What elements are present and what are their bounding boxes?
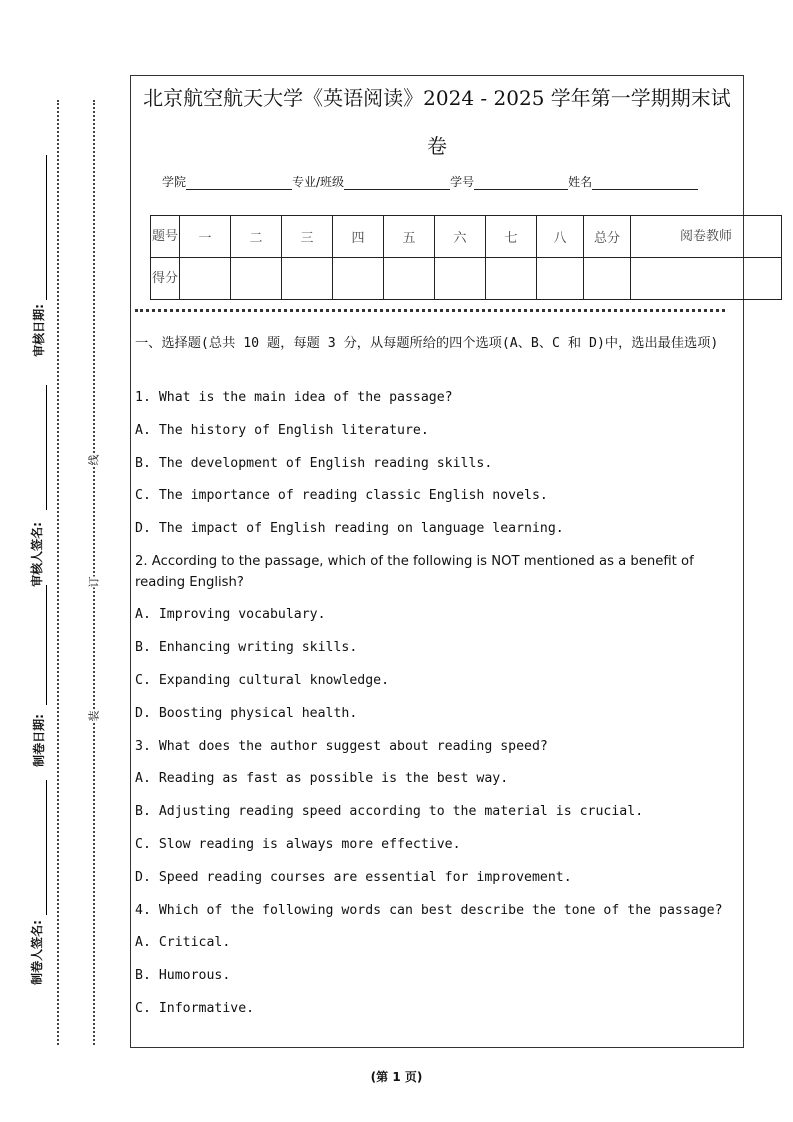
- option-text: A. The history of English literature.: [135, 423, 429, 438]
- option-text: C. The importance of reading classic English novels.: [135, 488, 548, 503]
- option-text: D. Speed reading courses are essential for improvement.: [135, 870, 572, 885]
- section-heading: 一、选择题(总共 10 题，每题 3 分，从每题所给的四个选项(A、B、C 和 D)中，选出最佳选项): [135, 336, 719, 351]
- score-input-cell[interactable]: [231, 258, 282, 300]
- score-input-cell[interactable]: [333, 258, 384, 300]
- option-text: D. Boosting physical health.: [135, 706, 358, 721]
- name-field[interactable]: [592, 177, 698, 190]
- maker-sign-label: 制卷人签名:: [29, 920, 44, 985]
- review-date-label: 审核日期:: [31, 304, 46, 357]
- cut-dotted-line: [93, 100, 95, 1045]
- ding-char: 订: [84, 577, 104, 588]
- college-field[interactable]: [186, 177, 292, 190]
- option-text: C. Expanding cultural knowledge.: [135, 673, 390, 688]
- option-text: B. Humorous.: [135, 968, 231, 983]
- question-text: 2. According to the passage, which of the following is NOT mentioned as a benefit of reading English?: [135, 554, 694, 590]
- question-text: 4. Which of the following words can best describe the tone of the passage?: [135, 903, 723, 918]
- make-date-line: [46, 585, 47, 705]
- student-info-row: [162, 173, 698, 190]
- make-date-label: 制卷日期:: [31, 714, 46, 767]
- xian-char: 线: [84, 455, 104, 466]
- score-cell-header: 八: [537, 216, 584, 258]
- option-text: A. Improving vocabulary.: [135, 607, 326, 622]
- score-input-cell[interactable]: [537, 258, 584, 300]
- option-text: A. Reading as fast as possible is the best way.: [135, 771, 509, 786]
- option-text: C. Informative.: [135, 1001, 255, 1016]
- score-input-cell[interactable]: [282, 258, 333, 300]
- review-date-line: [46, 155, 47, 300]
- score-cell-header: 阅卷教师: [631, 216, 782, 258]
- score-table: [150, 215, 782, 300]
- score-cell-header: 三: [282, 216, 333, 258]
- major-label: 专业/班级: [292, 175, 345, 189]
- score-cell-header: 四: [333, 216, 384, 258]
- question-text: 1. What is the main idea of the passage?: [135, 390, 453, 405]
- score-cell-header: 五: [384, 216, 435, 258]
- score-cell-header: 一: [180, 216, 231, 258]
- dotted-separator: [135, 309, 725, 312]
- score-cell-header: 七: [486, 216, 537, 258]
- option-text: D. The impact of English reading on language learning.: [135, 521, 564, 536]
- question-text: 3. What does the author suggest about reading speed?: [135, 739, 548, 754]
- score-input-cell[interactable]: [486, 258, 537, 300]
- score-cell-header: 总分: [584, 216, 631, 258]
- score-input-cell[interactable]: [180, 258, 231, 300]
- major-field[interactable]: [344, 177, 450, 190]
- option-text: B. Enhancing writing skills.: [135, 640, 358, 655]
- student-id-label: 学号: [450, 175, 475, 189]
- zhuang-char: 装: [84, 711, 104, 722]
- option-text: B. The development of English reading skills.: [135, 456, 493, 471]
- reviewer-sign-label: 审核人签名:: [29, 522, 44, 587]
- score-input-cell[interactable]: [584, 258, 631, 300]
- score-cell-header: 六: [435, 216, 486, 258]
- option-text: B. Adjusting reading speed according to the material is crucial.: [135, 804, 644, 819]
- exam-title: 北京航空航天大学《英语阅读》2024 - 2025 学年第一学期期末试: [143, 86, 731, 110]
- page-number: (第 1 页): [370, 1070, 423, 1084]
- name-label: 姓名: [568, 175, 593, 189]
- score-cell-header: 题号: [151, 216, 180, 258]
- score-input-cell[interactable]: [384, 258, 435, 300]
- reviewer-sign-line: [46, 385, 47, 510]
- college-label: 学院: [162, 175, 187, 189]
- exam-title-cont: 卷: [427, 134, 447, 158]
- score-cell-header: 二: [231, 216, 282, 258]
- maker-sign-line: [46, 780, 47, 915]
- score-row-label: 得分: [151, 258, 180, 300]
- score-input-cell[interactable]: [435, 258, 486, 300]
- option-text: C. Slow reading is always more effective.: [135, 837, 461, 852]
- left-dotted-line: [57, 100, 59, 1045]
- score-input-cell[interactable]: [631, 258, 782, 300]
- option-text: A. Critical.: [135, 935, 231, 950]
- student-id-field[interactable]: [474, 177, 568, 190]
